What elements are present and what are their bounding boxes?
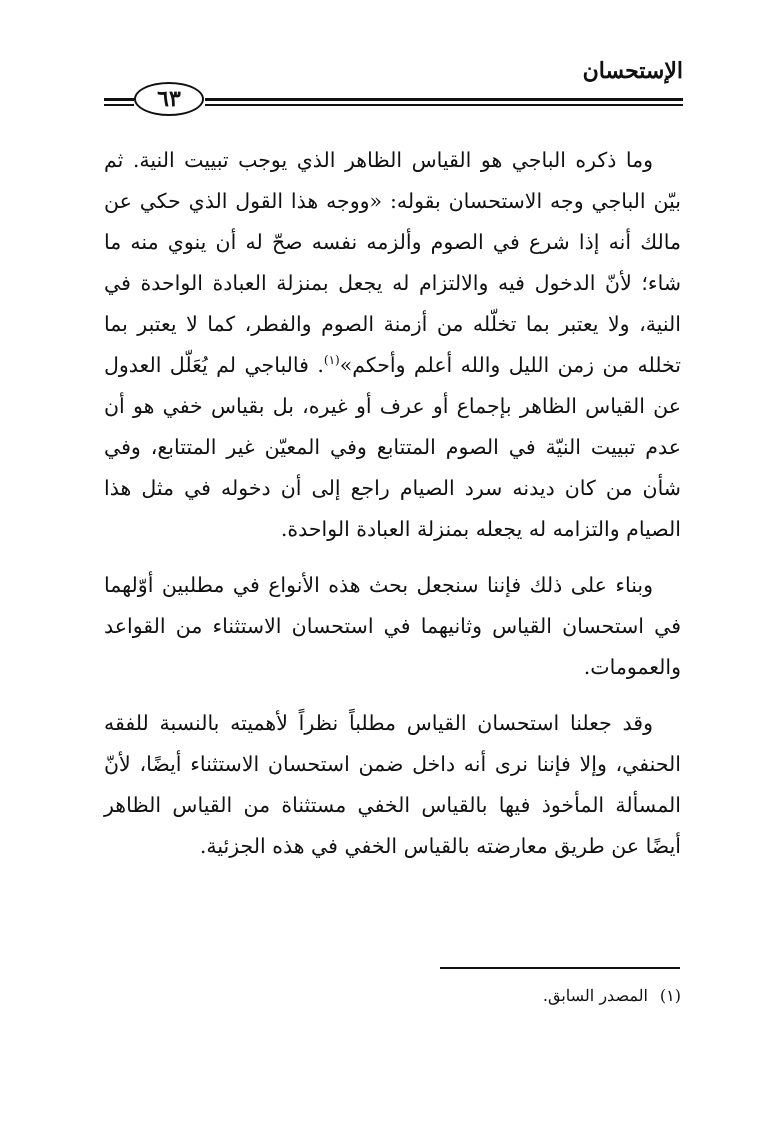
paragraph-2: وبناء على ذلك فإننا سنجعل بحث هذه الأنواع في مطلبين أوّلهما في استحسان القياس وثانيهما في استحسان الاستثناء من القواعد والعمومات.: [104, 573, 681, 679]
page-number-badge: [134, 82, 204, 116]
paragraph-1-text-cont: . فالباجي لم يُعَلّل العدول عن القياس الظاهر بإجماع أو عرف أو غيره، بل بقياس خفي هو أن عدم تبييت النيّة في الصوم المتتابع وفي المعيّن غير المتتابع، وفي شأن من كان ديدنه سرد الصيام راجع إلى أن دخوله في مثل هذا الصيام والتزامه له يجعله بمنزلة العبادة الواحدة.: [104, 353, 681, 541]
paragraph-3: وقد جعلنا استحسان القياس مطلباً نظراً لأهميته بالنسبة للفقه الحنفي، وإلا فإننا نرى أنه داخل ضمن استحسان الاستثناء أيضًا، لأنّ المسألة المأخوذ فيها بالقياس الخفي مستثناة من القياس الظاهر أيضًا عن طريق معارضته بالقياس الخفي في هذه الجزئية.: [104, 711, 681, 858]
header-rule-left-thick: [104, 98, 134, 101]
footnote-ref-1[interactable]: (١): [323, 353, 340, 368]
footnote-1: [543, 986, 681, 1005]
footnote-text: المصدر السابق.: [542, 986, 648, 1005]
header-rule-left-thin: [104, 104, 134, 106]
running-title: الإستحسان: [582, 58, 683, 84]
paragraph-1: [104, 140, 681, 550]
header-rule-thin: [205, 104, 683, 106]
body-text: [104, 140, 681, 867]
page-number: ٦٣: [157, 86, 181, 112]
paragraph-1-text: وما ذكره الباجي هو القياس الظاهر الذي يوجب تبييت النية. ثم بيّن الباجي وجه الاستحسان بقوله: «ووجه هذا القول الذي حكي عن مالك أنه إذا شرع في الصوم وألزمه نفسه صحّ له أن ينوي منه ما شاء؛ لأنّ الدخول فيه والالتزام له يجعل بمنزلة العبادة الواحدة في النية، ولا يعتبر بما تخلّله من أزمنة الصوم والفطر، كما لا يعتبر بما تخلله من زمن الليل والله أعلم وأحكم»: [104, 148, 681, 377]
footnote-separator: [440, 967, 680, 969]
footnote-number: (١): [659, 986, 681, 1005]
header-rule-thick: [205, 98, 683, 101]
